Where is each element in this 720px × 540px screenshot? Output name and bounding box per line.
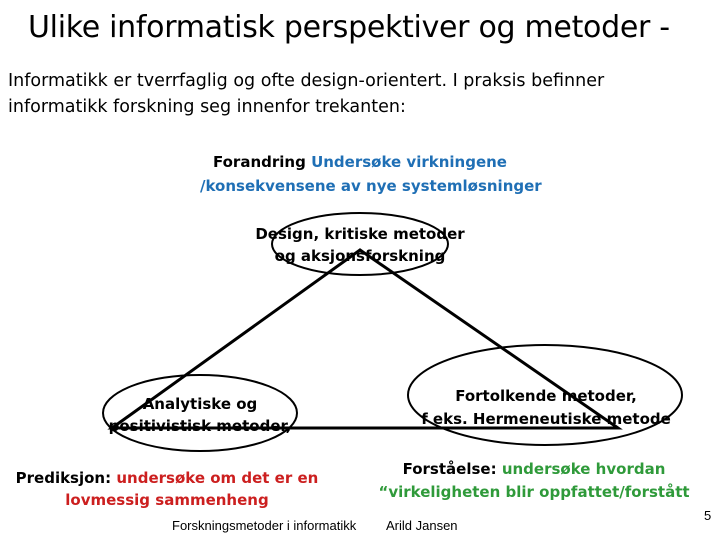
top-ellipse-label-2: og aksjonsforskning xyxy=(274,247,446,265)
left-ellipse-label-2: positivistisk metoder, xyxy=(108,417,292,435)
top-heading-description: Undersøke virkningene xyxy=(311,153,507,171)
right-heading xyxy=(378,459,690,480)
slide-title: Ulike informatisk perspektiver og metoder - xyxy=(28,10,670,45)
intro-text: Informatikk er tverrfaglig og ofte design-orientert. I praksis befinner informatikk forskning seg innenfor trekanten: xyxy=(8,71,605,117)
top-heading-keyword: Forandring xyxy=(212,153,306,171)
left-heading-description: undersøke om det er en xyxy=(116,469,319,487)
left-heading-keyword: Prediksjon: xyxy=(15,469,112,487)
right-heading-keyword: Forståelse: xyxy=(402,460,497,478)
top-ellipse-label-1: Design, kritiske metoder xyxy=(255,225,465,243)
page-number: 5 xyxy=(704,508,712,523)
left-heading xyxy=(8,468,326,489)
top-heading-line2: /konsekvensene av nye systemløsninger xyxy=(200,177,542,195)
footer-course: Forskningsmetoder i informatikk xyxy=(172,518,357,533)
right-ellipse-label-1: Fortolkende metoder, xyxy=(455,387,637,405)
top-heading xyxy=(200,152,520,173)
left-heading-line2: lovmessig sammenheng xyxy=(65,491,269,509)
right-ellipse-label-2: f eks. Hermeneutiske metode xyxy=(421,410,671,428)
right-heading-description: undersøke hvordan xyxy=(501,460,666,478)
left-ellipse-label-1: Analytiske og xyxy=(142,395,258,413)
right-heading-line2: “virkeligheten blir oppfattet/forstått xyxy=(378,483,690,501)
footer-author: Arild Jansen xyxy=(386,518,458,533)
